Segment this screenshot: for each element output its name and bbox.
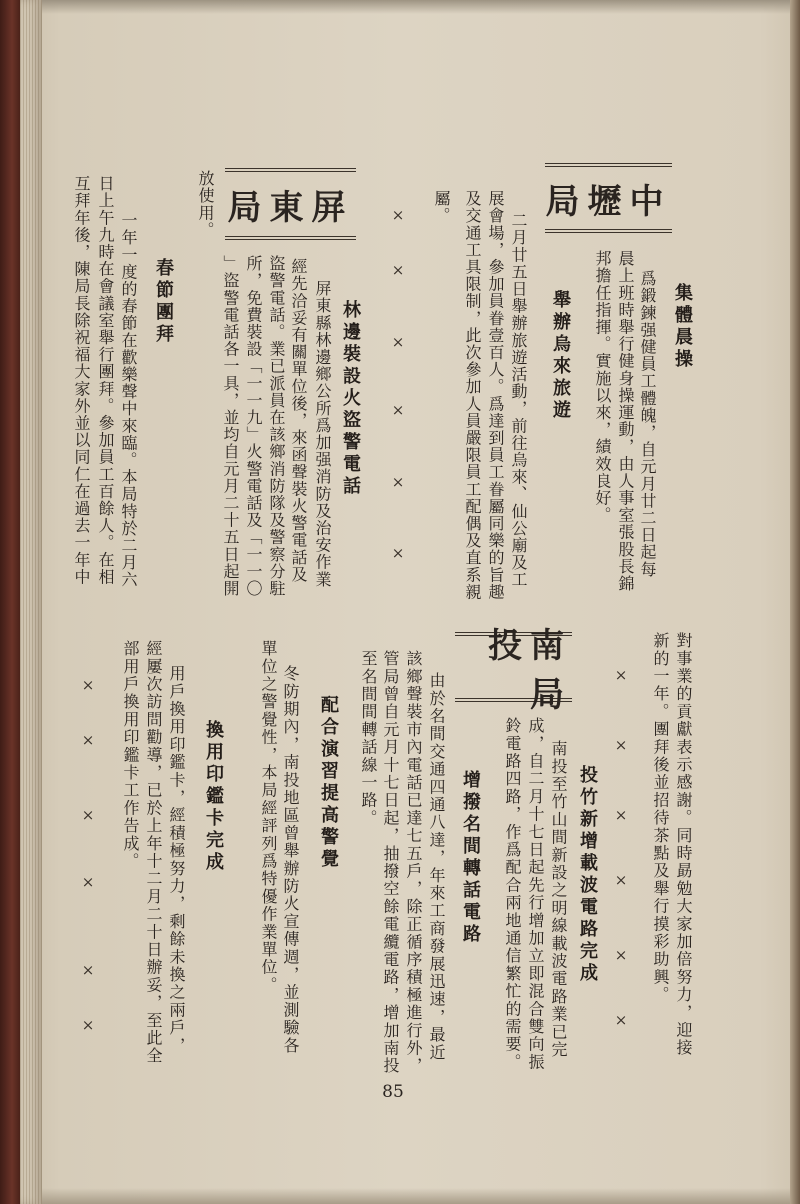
text-column: 管局曾自元月十七日起，抽撥空餘電纜電路，增加南投 (381, 650, 400, 1075)
text-column: 屬。 (432, 190, 451, 225)
text-column: 經先洽妥有關單位後，來函聲裝火警電話及 (289, 258, 308, 583)
article-heading: 投竹新增載波電路完成 (577, 765, 598, 985)
text-column: 由於名間交通四通八達，年來工商發展迅速，最近 (427, 672, 446, 1062)
text-column: 二月廿五日舉辦旅遊活動，前往烏來、仙公廟及工 (509, 212, 528, 589)
separator-mark: × (391, 544, 405, 562)
article-heading: 舉辦烏來旅遊 (550, 290, 571, 422)
separator-mark: × (391, 206, 405, 224)
text-column: 經屢次訪問勸導，已於上年十二月二十日辦妥，至此全 (144, 640, 163, 1065)
separator-mark: × (81, 873, 95, 891)
text-column: 及交通工具限制，此次參加人員嚴限員工配偶及直系親 (463, 190, 482, 601)
text-column: 用戶換用印鑑卡，經積極努力，剩餘未換之兩戶， (167, 665, 186, 1055)
text-column: 互拜年後，陳局長除祝福大家外並以同仁在過去一年中 (72, 175, 91, 586)
text-column: 一年一度的春節在歡樂聲中來臨。本局特於二月六 (119, 212, 138, 589)
separator-mark: × (614, 1011, 628, 1029)
text-column: 成，自二月十七日起先行增加立即混合雙向振 (526, 717, 545, 1071)
text-column: 對事業的貢獻表示感謝。同時勗勉大家加倍努力，迎接 (674, 632, 693, 1057)
text-column: 放使用。 (196, 170, 215, 239)
separator-mark: × (614, 666, 628, 684)
article-heading: 換用印鑑卡完成 (203, 720, 224, 874)
text-column: 日上午九時在會議室舉行團拜。參加員工百餘人。在相 (96, 175, 115, 586)
article-heading: 集體晨操 (672, 283, 693, 371)
separator-mark: × (391, 333, 405, 351)
article-heading: 春節團拜 (153, 258, 174, 346)
separator-mark: × (391, 261, 405, 279)
text-column: 部用戶換用印鑑卡工作告成。 (121, 640, 140, 871)
text-column: 晨上班時舉行健身操運動，由人事室張股長錦 (616, 250, 635, 592)
separator-mark: × (81, 676, 95, 694)
text-column: 盜警電話。業已派員在該鄉消防隊及警察分駐 (267, 255, 286, 597)
separator-mark: × (81, 731, 95, 749)
text-column: 單位之警覺性，本局經評列爲特優作業單位。 (259, 640, 278, 994)
separator-mark: × (81, 1016, 95, 1034)
text-column: 該鄉聲裝市內電話已達七五戶，除正循序積極進行外， (404, 650, 423, 1075)
section-title: 中壢局 (545, 163, 672, 233)
text-column: 冬防期內，南投地區曾舉辦防火宣傳週，並測驗各 (281, 665, 300, 1055)
separator-mark: × (614, 871, 628, 889)
text-column: 邦擔任指揮。實施以來，績效良好。 (593, 250, 612, 524)
section-title: 屏東局 (225, 168, 356, 240)
text-column: 新的一年。團拜後並招待茶點及舉行摸彩助興。 (651, 632, 670, 1004)
text-column: 爲鍛鍊强健員工體魄，自元月廿二日起每 (638, 270, 657, 578)
separator-mark: × (614, 946, 628, 964)
text-column: 展會場，參加員眷壹百人。爲達到員工眷屬同樂的旨趣 (486, 190, 505, 601)
article-heading: 配合演習提高警覺 (318, 695, 339, 871)
separator-mark: × (81, 806, 95, 824)
text-column: 屏東縣林邊鄉公所爲加强消防及治安作業 (313, 280, 332, 588)
page-number: 85 (382, 1082, 404, 1102)
article-heading: 林邊裝設火盜警電話 (340, 300, 361, 498)
text-column: 」盜警電話各一具，並均自元月二十五日起開 (221, 255, 240, 597)
article-heading: 增撥名間轉話電路 (460, 770, 481, 946)
text-column: 鈴電路四路，作爲配合兩地通信繁忙的需要。 (503, 717, 522, 1071)
text-column: 至名間間轉話線一路。 (359, 650, 378, 827)
separator-mark: × (391, 401, 405, 419)
separator-mark: × (614, 806, 628, 824)
text-column: 所，免費裝設「一一九」火警電話及「一一〇 (244, 255, 263, 597)
separator-mark: × (391, 473, 405, 491)
separator-mark: × (81, 961, 95, 979)
section-title: 南投局 (455, 632, 572, 702)
separator-mark: × (614, 736, 628, 754)
text-column: 南投至竹山間新設之明線載波電路業已完 (549, 740, 568, 1059)
